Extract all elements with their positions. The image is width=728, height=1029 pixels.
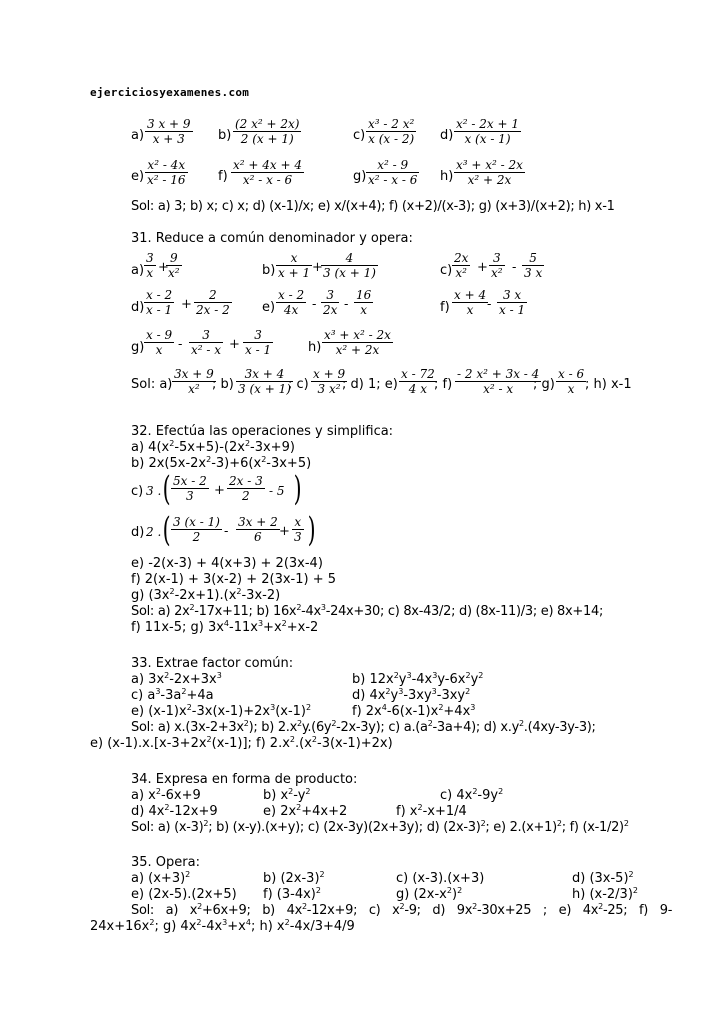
fraction: $\frac{3 x}{x - 1}$ (499, 288, 526, 317)
solution-text: ; d) 1; e) (342, 377, 398, 392)
item-label: f) (440, 300, 450, 315)
solution-continued: e) $(x-1).x.[x-3+2x^2(x-1)]$; f) $2.x^2.(x^2-3(x-1)+2x)$ (90, 735, 393, 751)
solution: Sol: a) 3; b) x; c) x; d) (x-1)/x; e) x/(x+4); f) (x+2)/(x-3); g) (x+3)/(x+2); h) x-1 (131, 199, 615, 214)
item-b: b) $(2x-3)^2$ (263, 870, 325, 886)
exercise-title: 32. Efectúa las operaciones y simplifica: (131, 424, 394, 439)
fraction: $\frac{x + 4}{x}$ (454, 288, 487, 317)
fraction: $\frac{3}{x}$ (146, 251, 154, 280)
item-c: c) $a^3-3a^2+4a$ (131, 687, 214, 703)
fraction: $\frac{3 x + 9}{x + 3}$ (147, 117, 191, 146)
item-a: a) $3x^2-2x+3x^3$ (131, 671, 222, 687)
item-f: f) $x^2-x+1/4$ (396, 803, 467, 819)
constant: - 5 (269, 484, 285, 498)
item-d: d) $4x^2y^3-3xy^3-3xy^2$ (352, 687, 471, 703)
coefficient: 3 . (146, 484, 162, 498)
left-paren: ( (162, 469, 171, 509)
minus-sign: - (344, 297, 349, 312)
solution-text: ; g) (533, 377, 555, 392)
fraction: $\frac{3}{x - 1}$ (245, 328, 272, 357)
fraction: $\frac{x - 2}{4x}$ (278, 288, 305, 317)
item-h: h) $(x-2/3)^2$ (572, 886, 638, 902)
item-b: b) $x^2-y^2$ (263, 787, 311, 803)
item-label: a) (131, 263, 145, 278)
right-paren: ) (307, 510, 316, 550)
fraction: $\frac{\text{x² - 2x + 1}}{x (x - 1)}$ (456, 117, 519, 146)
fraction: $\frac{3}{\text{x² - x}}$ (191, 328, 222, 357)
item-label: e) (262, 300, 276, 315)
solution-text: ; h) x-1 (585, 377, 632, 392)
solution-prefix: Sol: a) (131, 377, 173, 392)
coefficient: 2 . (146, 525, 162, 539)
item-e: e) (2x-5).(2x+5) (131, 887, 237, 902)
fraction: $\frac{\text{x³ + x² - 2x}}{\text{x² + 2x}}$ (456, 158, 523, 187)
minus-sign: - (487, 297, 492, 312)
item-label: d) (131, 525, 145, 540)
plus-sign: + (477, 260, 488, 275)
item-g: g) $(3x^2-2x+1).(x^2-3x-2)$ (131, 587, 281, 603)
plus-sign: + (158, 260, 169, 275)
fraction: $\frac{x}{3}$ (294, 515, 302, 544)
item-a: a) $(x+3)^2$ (131, 870, 191, 886)
plus-sign: + (229, 337, 240, 352)
fraction: $\frac{\text{x² - 9}}{\text{x² - x - 6}}$ (368, 158, 418, 187)
fraction: $\frac{x - 9}{x}$ (146, 328, 173, 357)
minus-sign: - (512, 260, 517, 275)
exercise-title: 33. Extrae factor común: (131, 656, 294, 671)
item-f: f) 2(x-1) + 3(x-2) + 2(3x-1) + 5 (131, 572, 337, 587)
fraction: $\frac{3x + 9}{\text{x²}}$ (174, 367, 214, 396)
fraction: $\frac{\text{- 2 x² + 3x - 4}}{\text{x² - x}}$ (457, 367, 540, 396)
fraction: $\frac{\text{(2 x² + 2x)}}{2 (x + 1)}$ (235, 117, 300, 146)
item-b: b) $2x(5x-2x^2-3)+6(x^2-3x+5)$ (131, 455, 312, 471)
item-label: h) (308, 340, 322, 355)
item-b: b) $12x^2y^3-4x^3y-6x^2y^2$ (352, 671, 484, 687)
left-paren: ( (162, 510, 171, 550)
item-label: f) (218, 169, 228, 184)
exercise-title: 35. Opera: (131, 855, 200, 870)
solution-continued: $24x+16x^2$; g) $4x^2-4x^3+x^4$; h) $x^2-4x/3+4/9$ (90, 918, 355, 934)
solution: Sol: a) $x^2+6x+9$; b) $4x^2-12x+9$; c) $x^2-9$; d) $9x^2-30x+25$ ; e) $4x^2-25$; f) 9- (131, 902, 673, 918)
item-label: b) (218, 128, 232, 143)
solution-text: ; b) (212, 377, 234, 392)
fraction: $\frac{5}{3 x}$ (524, 251, 543, 280)
fraction: $\frac{16}{x}$ (356, 288, 372, 317)
fraction: $\frac{x - 2}{x - 1}$ (146, 288, 173, 317)
fraction: $\frac{\text{x³ - 2 x²}}{x (x - 2)}$ (368, 117, 415, 146)
item-label: d) (131, 300, 145, 315)
plus-sign: + (312, 260, 323, 275)
minus-sign: - (312, 297, 317, 312)
item-e: e) $(x-1)x^2-3x(x-1)+2x^3(x-1)^2$ (131, 703, 312, 719)
plus-sign: + (214, 483, 225, 498)
fraction: $\frac{\text{x³ + x² - 2x}}{\text{x² + 2x}}$ (324, 328, 391, 357)
fraction: $\frac{x - 72}{4 x}$ (401, 367, 435, 396)
fraction: $\frac{5x - 2}{3}$ (173, 474, 207, 503)
item-label: c) (440, 263, 453, 278)
fraction: $\frac{x + 9}{\text{3 x²}}$ (313, 367, 346, 396)
plus-sign: + (279, 524, 290, 539)
item-label: d) (440, 128, 454, 143)
item-e: e) $2x^2+4x+2$ (263, 803, 348, 819)
item-d: d) $(3x-5)^2$ (572, 870, 634, 886)
solution: Sol: a) $x.(3x-2+3x^2)$; b) $2.x^2y.(6y^2-2x-3y)$; c) $a.(a^2-3a+4)$; d) $x.y^2.(4xy-3y-3)$; (131, 719, 596, 735)
fraction: $\frac{3}{\text{x²}}$ (491, 251, 503, 280)
item-f: f) $2x^4-6(x-1)x^2+4x^3$ (352, 703, 476, 719)
minus-sign: - (224, 524, 229, 539)
right-paren: ) (293, 469, 302, 509)
item-label: c) (131, 484, 144, 499)
item-label: e) (131, 169, 145, 184)
exercise-title: 31. Reduce a común denominador y opera: (131, 231, 413, 246)
item-a: a) $4(x^2-5x+5)-(2x^2-3x+9)$ (131, 439, 295, 455)
fraction: $\frac{3x + 4}{3 (x + 1)}$ (238, 367, 291, 396)
solution: Sol: a) $2x^2-17x+11$; b) $16x^2-4x^3-24x+30$; c) 8x-43/2; d) (8x-11)/3; e) 8x+14; (131, 603, 604, 619)
item-d: d) $4x^2-12x+9$ (131, 803, 218, 819)
item-label: h) (440, 169, 454, 184)
exercise-title: 34. Expresa en forma de producto: (131, 772, 358, 787)
item-label: c) (353, 128, 366, 143)
fraction: $\frac{\text{x² - 4x}}{\text{x² - 16}}$ (147, 158, 186, 187)
fraction: $\frac{2}{2x - 2}$ (196, 288, 230, 317)
fraction: $\frac{9}{\text{x²}}$ (168, 251, 180, 280)
item-label: g) (353, 169, 367, 184)
item-label: b) (262, 263, 276, 278)
fraction: $\frac{3 (x - 1)}{2}$ (173, 515, 220, 544)
fraction: $\frac{3}{2x}$ (323, 288, 338, 317)
solution-text: ; c) (288, 377, 309, 392)
site-header: ejerciciosyexamenes.com (90, 86, 250, 99)
fraction: $\frac{2x - 3}{2}$ (229, 474, 263, 503)
item-c: c) $4x^2-9y^2$ (440, 787, 504, 803)
solution-text: ; f) (434, 377, 453, 392)
item-label: a) (131, 128, 145, 143)
fraction: $\frac{2x}{\text{x²}}$ (454, 251, 469, 280)
item-g: g) $(2x-x^2)^2$ (396, 886, 463, 902)
fraction: $\frac{x}{x + 1}$ (278, 251, 311, 280)
item-label: g) (131, 340, 145, 355)
solution-continued: f) 11x-5; g) $3x^4-11x^3+x^2+x-2$ (131, 619, 319, 635)
item-f: f) $(3-4x)^2$ (263, 886, 321, 902)
fraction: $\frac{x - 6}{x}$ (558, 367, 585, 396)
item-a: a) $x^2-6x+9$ (131, 787, 201, 803)
fraction: $\frac{\text{x² + 4x + 4}}{\text{x² - x - 6}}$ (233, 158, 302, 187)
solution: Sol: a) $(x-3)^2$; b) (x-y).(x+y); c) (2x-3y)(2x+3y); d) $(2x-3)^2$; e) $2.(x+1)^2$; f) $(x-1/2)^2$ (131, 819, 629, 835)
fraction: $\frac{3x + 2}{6}$ (238, 515, 278, 544)
item-c: c) (x-3).(x+3) (396, 871, 485, 886)
plus-sign: + (181, 297, 192, 312)
item-e: e) -2(x-3) + 4(x+3) + 2(3x-4) (131, 556, 323, 571)
fraction: $\frac{4}{3 (x + 1)}$ (323, 251, 376, 280)
minus-sign: - (178, 337, 183, 352)
